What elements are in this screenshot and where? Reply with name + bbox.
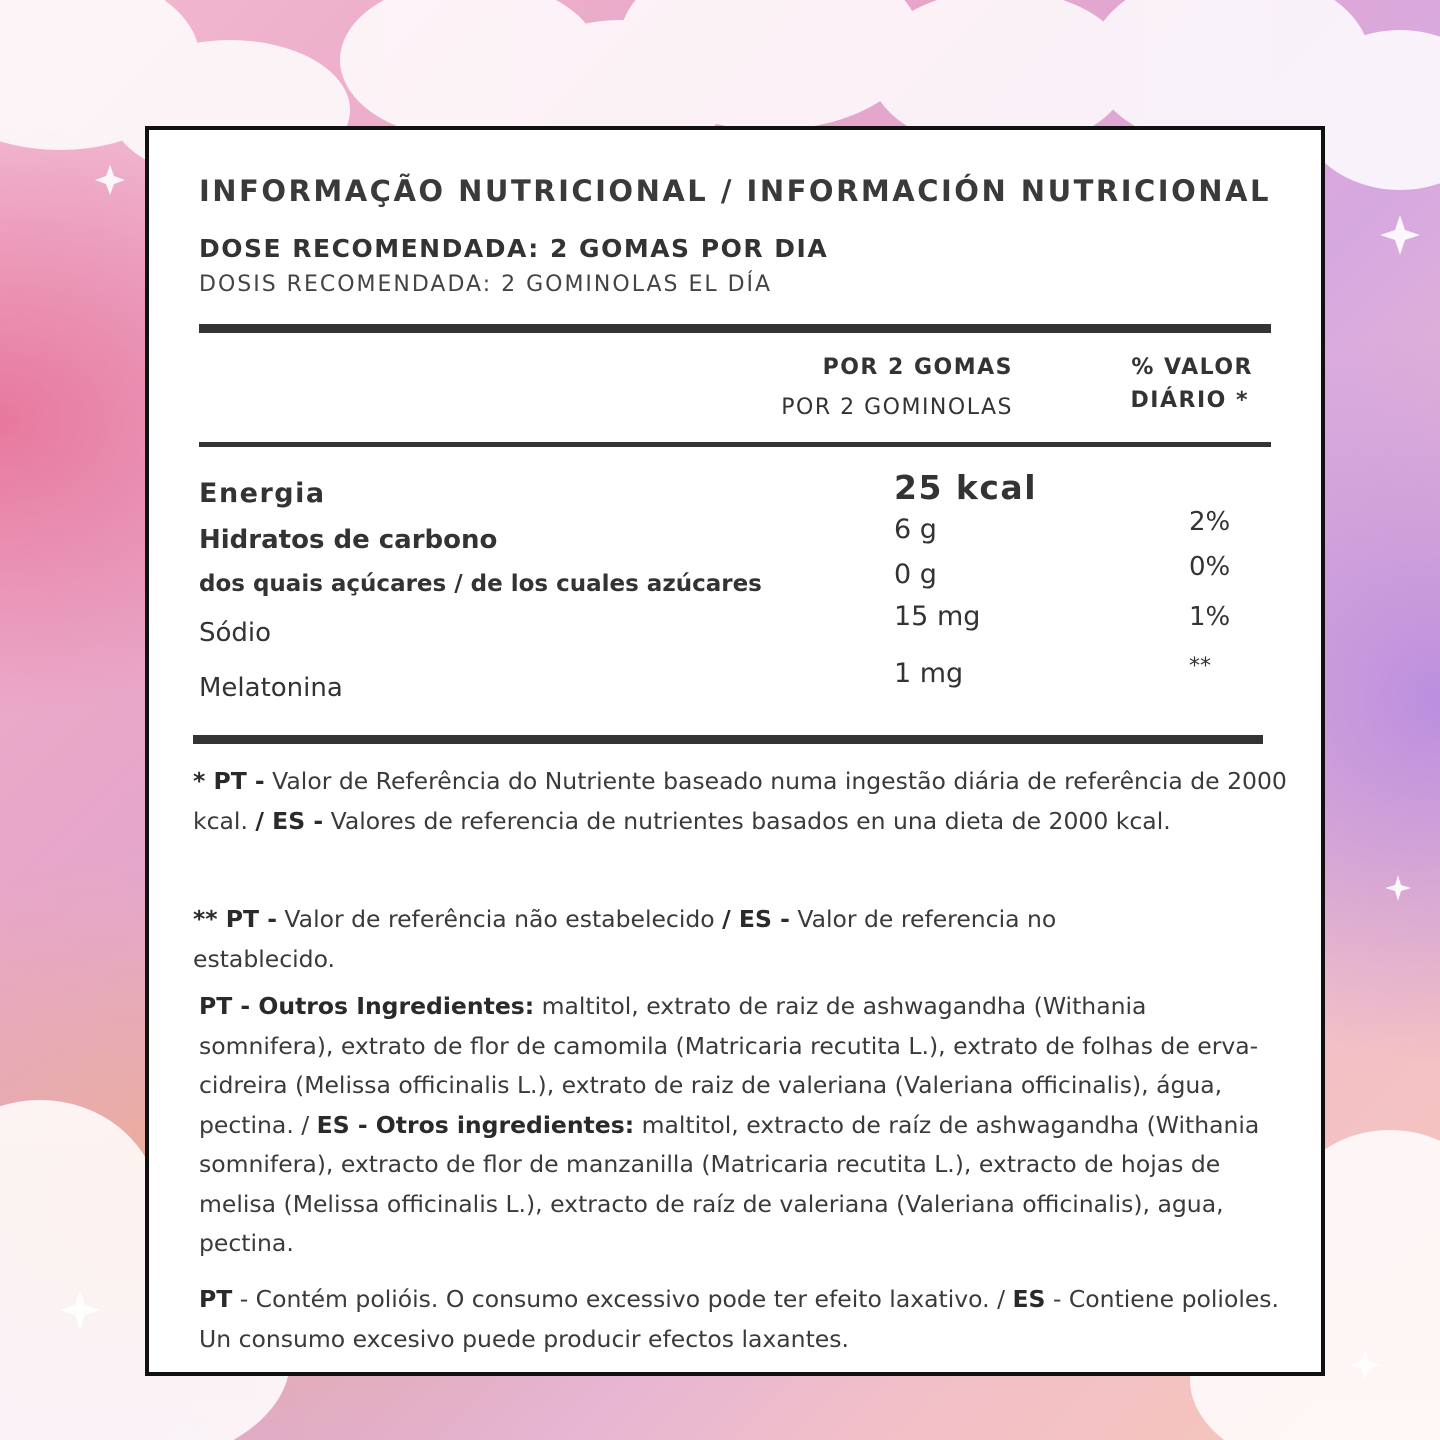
warning-es-text: - Contiene polioles. Un consumo excesivo puede producir efectos laxantes. (199, 1285, 1280, 1353)
row-label-melatonin: Melatonina (199, 673, 343, 703)
column-header-daily-value-line2: DIÁRIO * (1130, 388, 1249, 413)
row-dv-sodium: 1% (1189, 602, 1231, 632)
row-label-sodium: Sódio (199, 618, 272, 648)
column-header-amount-pt: POR 2 GOMAS (822, 355, 1013, 380)
divider-bottom (193, 735, 1263, 744)
laxative-warning (199, 1280, 1299, 1359)
row-dv-sugars: 0% (1189, 552, 1231, 582)
row-value-sugars: 0 g (894, 559, 937, 590)
ingredients-es-label: ES - Otros ingredientes: (316, 1110, 635, 1139)
footnote1-pt-text: Valor de Referência do Nutriente baseado numa ingestão diária de referência de 2000 kcal. (193, 767, 1287, 835)
footnote-not-established (193, 900, 1193, 979)
panel-title: INFORMAÇÃO NUTRICIONAL / INFORMACIÓN NUTRICIONAL (199, 174, 1271, 208)
warning-pt-label: PT (199, 1285, 233, 1313)
footnote2-pt-text: Valor de referência não estabelecido (276, 905, 723, 933)
row-label-sugars: dos quais açúcares / de los cuales azúcares (199, 571, 762, 597)
recommended-dose-pt: DOSE RECOMENDADA: 2 GOMAS POR DIA (199, 234, 829, 263)
recommended-dose-es: DOSIS RECOMENDADA: 2 GOMINOLAS EL DÍA (199, 272, 773, 297)
footnote-reference-value (193, 762, 1293, 841)
ingredients-pt-label: PT - Outros Ingredientes: (199, 992, 535, 1020)
row-label-carbohydrates: Hidratos de carbono (199, 525, 498, 555)
footnote1-es-text: Valores de referencia de nutrientes basados en una dieta de 2000 kcal. (323, 806, 1171, 835)
row-value-sodium: 15 mg (894, 601, 981, 632)
divider-top (199, 324, 1271, 333)
row-dv-carbohydrates: 2% (1189, 507, 1231, 537)
footnote1-marker: * PT - (193, 767, 265, 795)
footnote1-es-marker: / ES - (255, 806, 324, 835)
nutrition-panel (145, 126, 1325, 1376)
row-dv-melatonin: ** (1189, 654, 1211, 679)
footnote2-marker: ** PT - (193, 905, 277, 933)
column-header-amount-es: POR 2 GOMINOLAS (781, 395, 1013, 420)
divider-header (199, 442, 1271, 447)
row-value-melatonin: 1 mg (894, 658, 964, 689)
row-value-energy: 25 kcal (894, 468, 1037, 507)
column-header-daily-value-line1: % VALOR (1131, 355, 1253, 380)
footnote2-es-text: Valor de referencia no establecido. (193, 905, 1057, 973)
warning-pt-text: - Contém polióis. O consumo excessivo pode ter efeito laxativo. / (232, 1285, 1013, 1313)
warning-es-label: ES (1012, 1285, 1046, 1313)
ingredients-text (199, 987, 1279, 1264)
row-label-energy: Energia (199, 478, 326, 509)
ingredients-pt-text: maltitol, extrato de raiz de ashwagandha (Withania somnifera), extrato de flor de camomila (Matricaria recutita L.), extrato de folhas de erva-cidreira (Melissa officinalis L.), extrato de raiz de valeriana (Valeriana officinalis), água, pectina. / (199, 992, 1259, 1139)
ingredients-es-text: maltitol, extracto de raíz de ashwagandha (Withania somnifera), extracto de flor de manzanilla (Matricaria recutita L.), extracto de hojas de melisa (Melissa officinalis L.), extracto de raíz de valeriana (Valeriana officinalis), agua, pectina. (199, 1110, 1260, 1257)
row-value-carbohydrates: 6 g (894, 514, 937, 545)
footnote2-es-marker: / ES - (722, 905, 790, 933)
